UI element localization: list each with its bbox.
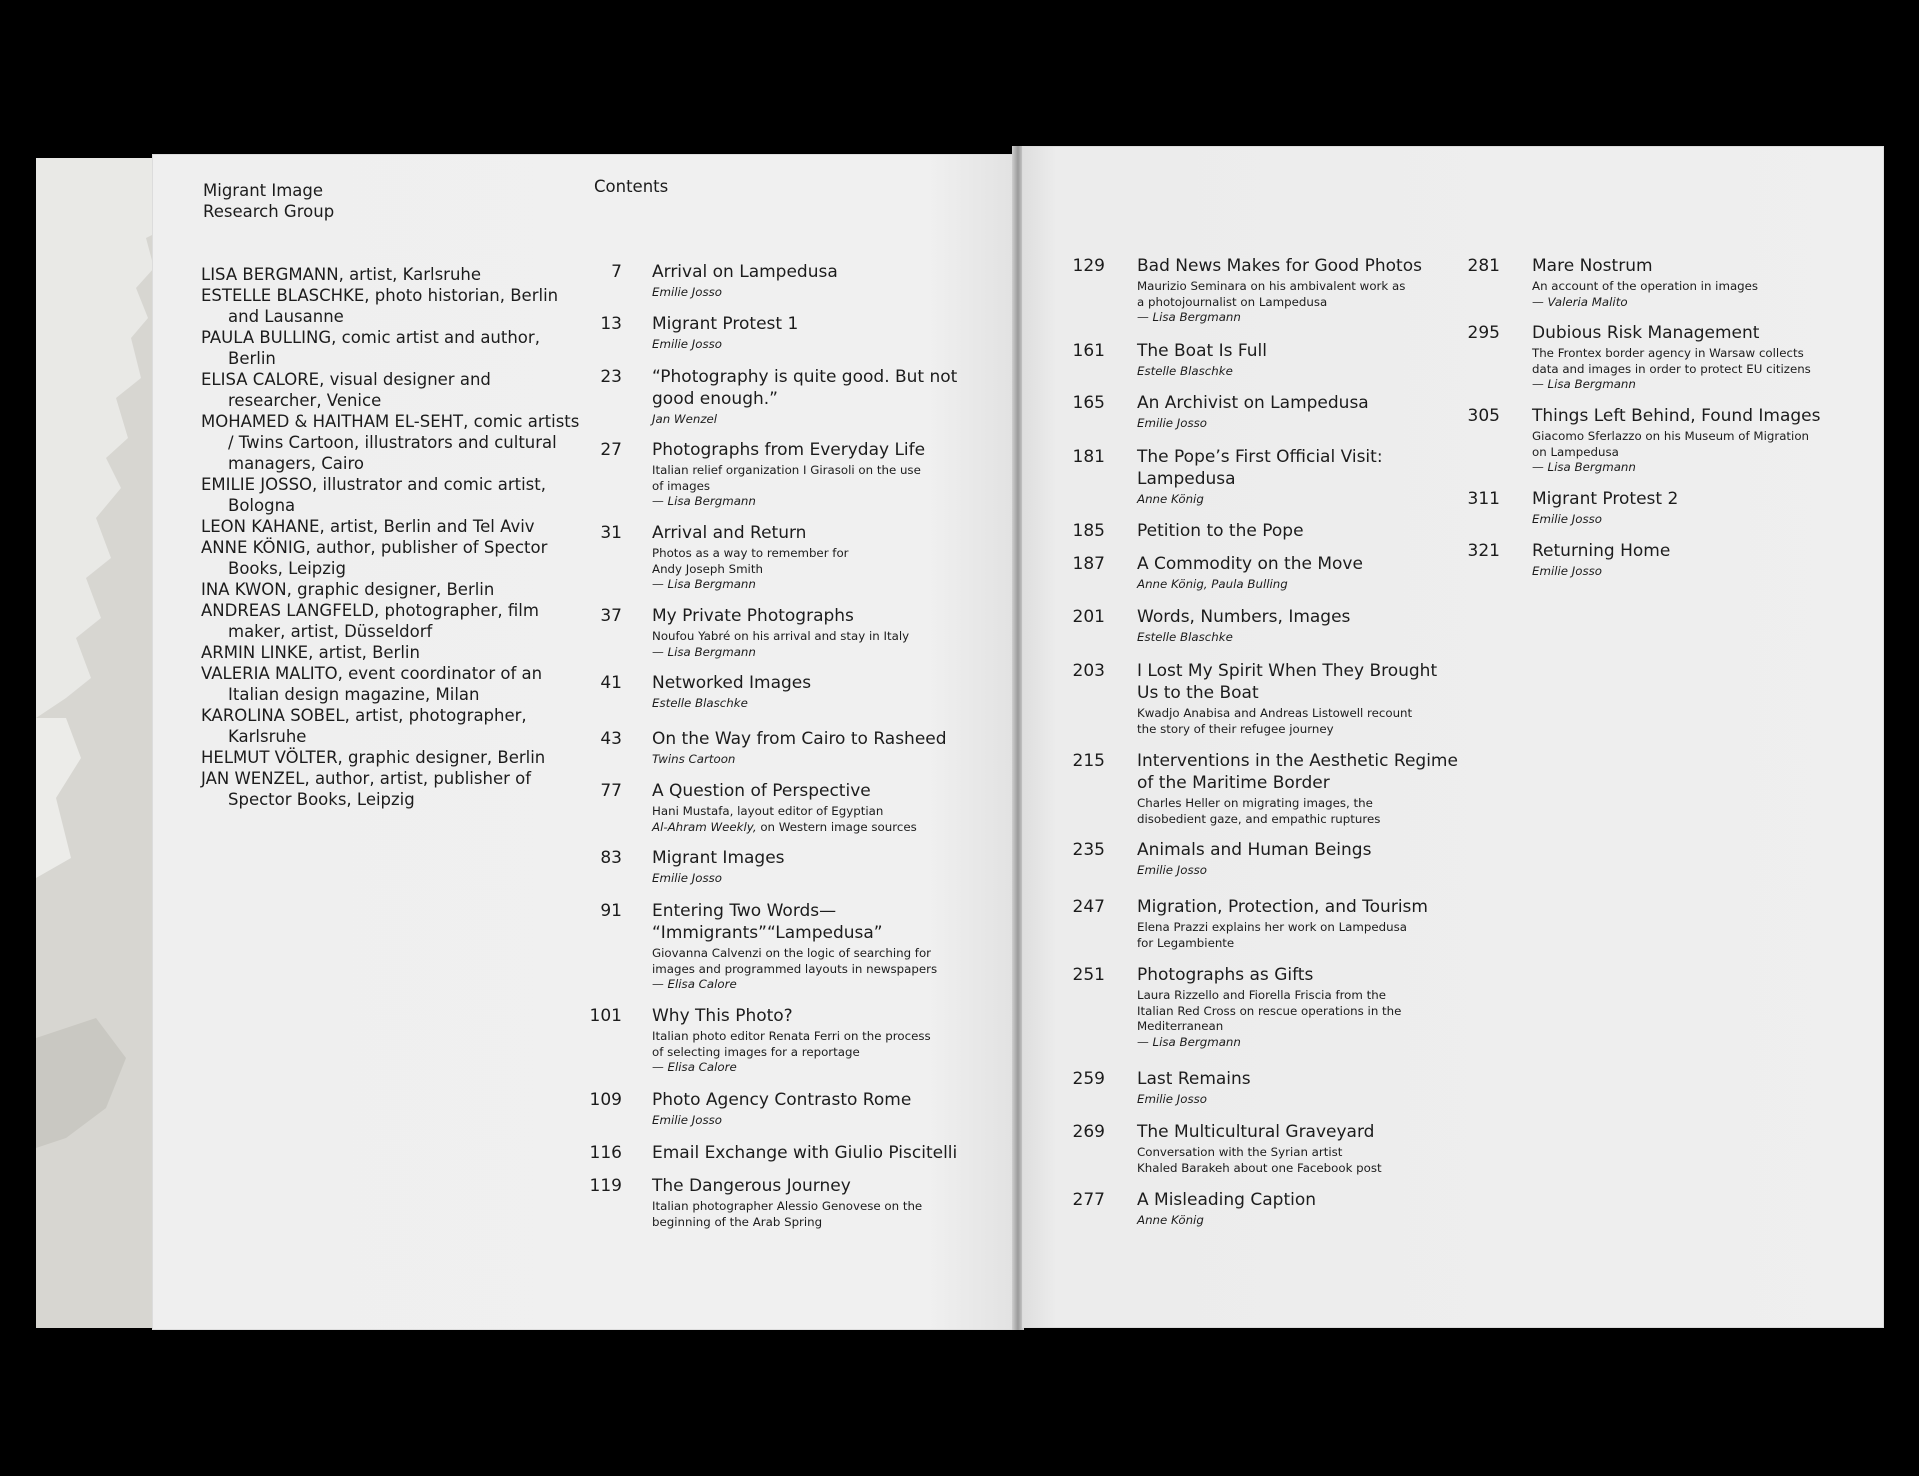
toc-page-number: 201 — [1072, 607, 1105, 627]
toc-description: on Lampedusa — [1532, 444, 1619, 459]
toc-description: disobedient gaze, and empathic ruptures — [1137, 811, 1381, 826]
toc-author: Emilie Josso — [1532, 512, 1602, 526]
member-entry: HELMUT VÖLTER, graphic designer, Berlin — [201, 748, 546, 767]
group-title-line: Research Group — [203, 202, 335, 221]
member-entry: PAULA BULLING, comic artist and author, Berlin — [201, 328, 540, 368]
toc-description: data and images in order to protect EU citizens — [1532, 361, 1811, 376]
toc-author: — Lisa Bergmann — [1532, 377, 1636, 391]
member-list — [201, 264, 581, 810]
toc-description: of selecting images for a reportage — [652, 1044, 860, 1059]
toc-description: images and programmed layouts in newspapers — [652, 961, 938, 976]
toc-page-number: 281 — [1467, 256, 1500, 276]
toc-author: Emilie Josso — [1137, 1092, 1207, 1106]
member-entry: ESTELLE BLASCHKE, photo historian, Berlin and Lausanne — [201, 286, 559, 326]
toc-title: Mare Nostrum — [1532, 256, 1653, 276]
toc-title: Migrant Protest 2 — [1532, 489, 1679, 509]
toc-title: Photographs as Gifts — [1137, 965, 1314, 985]
toc-author: Anne König — [1137, 492, 1204, 506]
toc-author: Emilie Josso — [1137, 863, 1207, 877]
toc-page-number: 91 — [600, 901, 622, 921]
toc-description: Italian photo editor Renata Ferri on the process — [652, 1029, 931, 1043]
toc-title: “Photography is quite good. But not — [652, 367, 958, 387]
toc-title: Petition to the Pope — [1137, 521, 1304, 541]
member-entry: VALERIA MALITO, event coordinator of an Italian design magazine, Milan — [201, 664, 543, 704]
toc-author: Jan Wenzel — [652, 412, 718, 426]
toc-page-number: 321 — [1467, 541, 1500, 561]
map-silhouette-image — [36, 158, 166, 1328]
toc-title: Returning Home — [1532, 541, 1671, 561]
toc-page-number: 27 — [600, 440, 622, 460]
toc-author: — Valeria Malito — [1532, 294, 1628, 309]
toc-title: Us to the Boat — [1137, 683, 1259, 703]
toc-description: beginning of the Arab Spring — [652, 1214, 823, 1229]
toc-page-number: 305 — [1467, 406, 1500, 426]
toc-description: Conversation with the Syrian artist — [1137, 1145, 1343, 1159]
member-entry: ANNE KÖNIG, author, publisher of Spector Books, Leipzig — [201, 538, 548, 578]
toc-title: Photographs from Everyday Life — [652, 440, 926, 460]
toc-description: Italian relief organization I Girasoli on the use — [652, 463, 921, 477]
toc-title: Arrival and Return — [652, 523, 807, 543]
toc-author: Emilie Josso — [652, 1113, 722, 1127]
toc-author: Emilie Josso — [652, 871, 722, 885]
toc-author: Anne König, Paula Bulling — [1137, 577, 1288, 591]
toc-title: The Pope’s First Official Visit: — [1137, 447, 1383, 467]
toc-description: Charles Heller on migrating images, the — [1137, 796, 1373, 810]
toc-description: Hani Mustafa, layout editor of Egyptian — [652, 804, 884, 818]
toc-page-number: 259 — [1072, 1069, 1105, 1089]
toc-title: Animals and Human Beings — [1137, 840, 1372, 860]
toc-author: — Lisa Bergmann — [652, 577, 756, 591]
member-entry: LEON KAHANE, artist, Berlin and Tel Aviv — [201, 517, 535, 536]
toc-title: Bad News Makes for Good Photos — [1137, 256, 1422, 276]
toc-author: Estelle Blaschke — [1137, 630, 1233, 644]
toc-page-number: 23 — [600, 367, 622, 387]
toc-title: Networked Images — [652, 673, 812, 693]
toc-page-number: 269 — [1072, 1122, 1105, 1142]
toc-author: Estelle Blaschke — [652, 696, 748, 710]
toc-description: Elena Prazzi explains her work on Lampedusa — [1137, 920, 1407, 934]
toc-description: Italian Red Cross on rescue operations in the — [1137, 1003, 1402, 1018]
toc-title: Words, Numbers, Images — [1137, 607, 1351, 627]
toc-page-number: 13 — [600, 314, 622, 334]
toc-page-number: 203 — [1072, 661, 1105, 681]
toc-title: The Dangerous Journey — [652, 1176, 851, 1196]
toc-title: “Immigrants”“Lampedusa” — [652, 923, 883, 943]
cover-edge-map — [36, 158, 166, 1328]
toc-page-number: 185 — [1072, 521, 1105, 541]
toc-description: Giacomo Sferlazzo on his Museum of Migration — [1532, 429, 1810, 443]
toc-title: of the Maritime Border — [1137, 773, 1330, 793]
toc-page-number: 247 — [1072, 897, 1105, 917]
toc-title: Why This Photo? — [652, 1006, 793, 1026]
toc-author: Twins Cartoon — [652, 752, 736, 766]
contents-heading: Contents — [594, 177, 669, 196]
toc-page-number: 43 — [600, 729, 622, 749]
toc-title: A Commodity on the Move — [1137, 554, 1363, 574]
toc-title: Migration, Protection, and Tourism — [1137, 897, 1428, 917]
research-group-title — [203, 180, 334, 222]
toc-title: I Lost My Spirit When They Brought — [1137, 661, 1438, 681]
toc-description: Mediterranean — [1137, 1019, 1224, 1033]
toc-author: — Lisa Bergmann — [1137, 1034, 1241, 1049]
toc-page-number: 31 — [600, 523, 622, 543]
toc-author: Emilie Josso — [1137, 416, 1207, 430]
toc-page-number: 277 — [1072, 1190, 1105, 1210]
toc-description: The Frontex border agency in Warsaw collects — [1532, 346, 1804, 360]
toc-page-number: 161 — [1072, 341, 1105, 361]
toc-page-number: 215 — [1072, 751, 1105, 771]
toc-page-number: 41 — [600, 673, 622, 693]
toc-title: Photo Agency Contrasto Rome — [652, 1090, 912, 1110]
toc-author: Estelle Blaschke — [1137, 364, 1233, 378]
toc-page-number: 37 — [600, 606, 622, 626]
member-entry: KAROLINA SOBEL, artist, photographer, Karlsruhe — [201, 706, 527, 746]
member-entry: EMILIE JOSSO, illustrator and comic artist, Bologna — [201, 475, 546, 515]
member-entry: LISA BERGMANN, artist, Karlsruhe — [201, 265, 482, 284]
toc-page-number: 101 — [589, 1006, 622, 1026]
toc-author: — Lisa Bergmann — [652, 644, 756, 659]
toc-page-number: 109 — [589, 1090, 622, 1110]
toc-title: Interventions in the Aesthetic Regime — [1137, 751, 1458, 771]
toc-title: Arrival on Lampedusa — [652, 262, 838, 282]
member-entry: ARMIN LINKE, artist, Berlin — [201, 643, 420, 662]
toc-description: for Legambiente — [1137, 935, 1235, 950]
toc-description: Kwadjo Anabisa and Andreas Listowell recount — [1137, 706, 1413, 720]
toc-description: of images — [652, 478, 711, 493]
toc-description: Photos as a way to remember for — [652, 546, 849, 560]
toc-title: Lampedusa — [1137, 469, 1236, 489]
toc-page-number: 235 — [1072, 840, 1105, 860]
toc-description: Laura Rizzello and Fiorella Friscia from the — [1137, 988, 1387, 1002]
toc-title: A Question of Perspective — [652, 781, 871, 801]
member-entry: ELISA CALORE, visual designer and researcher, Venice — [201, 370, 491, 410]
toc-description: Noufou Yabré on his arrival and stay in Italy — [652, 629, 910, 643]
toc-page-number: 77 — [600, 781, 622, 801]
toc-author: — Lisa Bergmann — [1532, 460, 1636, 474]
toc-title: An Archivist on Lampedusa — [1137, 393, 1369, 413]
toc-page-number: 165 — [1072, 393, 1105, 413]
toc-title: A Misleading Caption — [1137, 1190, 1317, 1210]
toc-author: Anne König — [1137, 1213, 1204, 1227]
toc-author: — Elisa Calore — [652, 1060, 737, 1074]
toc-page-number: 7 — [611, 262, 622, 282]
toc-page-number: 311 — [1467, 489, 1500, 509]
toc-title: The Multicultural Graveyard — [1137, 1122, 1375, 1142]
toc-title: Migrant Protest 1 — [652, 314, 799, 334]
toc-title: Migrant Images — [652, 848, 785, 868]
toc-title: good enough.” — [652, 389, 778, 409]
toc-author: — Lisa Bergmann — [1137, 310, 1241, 324]
member-entry: MOHAMED & HAITHAM EL-SEHT, comic artists / Twins Cartoon, illustrators and cultural managers, Cairo — [201, 412, 580, 473]
toc-title: On the Way from Cairo to Rasheed — [652, 729, 947, 749]
toc-title: Email Exchange with Giulio Piscitelli — [652, 1143, 958, 1163]
toc-page-number: 251 — [1072, 965, 1105, 985]
toc-page-number: 116 — [589, 1143, 622, 1163]
toc-description: the story of their refugee journey — [1137, 721, 1334, 736]
member-entry: INA KWON, graphic designer, Berlin — [201, 580, 495, 599]
member-entry: ANDREAS LANGFELD, photographer, film maker, artist, Düsseldorf — [201, 601, 539, 641]
toc-page-number: 187 — [1072, 554, 1105, 574]
toc-page-number: 119 — [589, 1176, 622, 1196]
toc-author: Emilie Josso — [652, 337, 722, 351]
toc-description: Andy Joseph Smith — [652, 561, 763, 576]
toc-page-number: 129 — [1072, 256, 1105, 276]
toc-description: An account of the operation in images — [1532, 279, 1759, 293]
toc-title: Last Remains — [1137, 1069, 1251, 1089]
toc-description: Al-Ahram Weekly, on Western image sources — [652, 819, 917, 834]
toc-description: Italian photographer Alessio Genovese on the — [652, 1199, 923, 1213]
toc-title: Dubious Risk Management — [1532, 323, 1760, 343]
toc-author: Emilie Josso — [652, 285, 722, 299]
toc-description: Maurizio Seminara on his ambivalent work as — [1137, 279, 1406, 293]
toc-page-number: 83 — [600, 848, 622, 868]
toc-page-number: 295 — [1467, 323, 1500, 343]
toc-page-number: 181 — [1072, 447, 1105, 467]
toc-author: — Lisa Bergmann — [652, 494, 756, 508]
toc-description: Khaled Barakeh about one Facebook post — [1137, 1160, 1382, 1175]
member-entry: JAN WENZEL, author, artist, publisher of Spector Books, Leipzig — [201, 769, 532, 809]
toc-title: Entering Two Words— — [652, 901, 837, 921]
toc-title: The Boat Is Full — [1137, 341, 1267, 361]
toc-description: Giovanna Calvenzi on the logic of searching for — [652, 946, 932, 960]
toc-title: Things Left Behind, Found Images — [1532, 406, 1821, 426]
group-title-line: Migrant Image — [203, 181, 324, 200]
toc-author: — Elisa Calore — [652, 977, 737, 991]
toc-description: a photojournalist on Lampedusa — [1137, 294, 1328, 309]
toc-author: Emilie Josso — [1532, 564, 1602, 578]
toc-title: My Private Photographs — [652, 606, 854, 626]
